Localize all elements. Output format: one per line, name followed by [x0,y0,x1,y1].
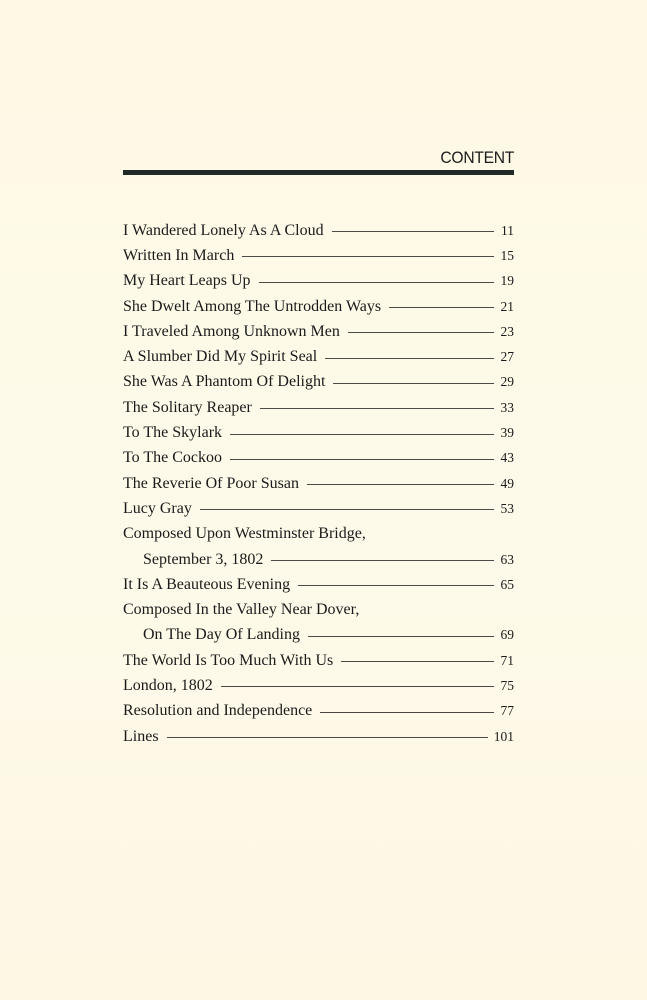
toc-leader-line [325,358,494,359]
toc-entry [123,623,514,648]
toc-page-number: 77 [500,703,514,719]
toc-entry [123,724,514,749]
toc-leader-line [332,231,494,232]
toc-leader-line [230,434,494,435]
toc-entry-title: She Dwelt Among The Untrodden Ways [123,297,382,315]
toc-entry-title: Composed In the Valley Near Dover, [123,601,360,619]
toc-entry [123,597,514,622]
toc-entry-title: Lines [123,727,159,745]
toc-page-number: 69 [500,627,514,643]
toc-entry [123,572,514,597]
toc-entry [123,522,514,547]
toc-entry [123,294,514,319]
toc-entry [123,319,514,344]
toc-entry-title: My Heart Leaps Up [123,272,251,290]
toc-page-number: 65 [500,576,514,592]
toc-page-number: 19 [500,273,514,289]
toc-entry [123,269,514,294]
toc-leader-line [348,332,494,333]
toc-leader-line [333,383,494,384]
heading-rule [123,170,514,175]
toc-entry [123,496,514,521]
toc-leader-line [389,307,494,308]
toc-leader-line [259,282,494,283]
toc-page-number: 101 [493,728,514,744]
toc-leader-line [167,737,488,738]
toc-leader-line [320,712,494,713]
toc-entry-title: On The Day Of Landing [143,626,300,644]
toc-leader-line [308,636,494,637]
toc-entry [123,673,514,698]
toc-entry-title: Composed Upon Westminster Bridge, [123,525,366,543]
toc-page-number: 27 [500,349,514,365]
toc-page-number: 63 [500,551,514,567]
table-of-contents [123,218,514,749]
toc-entry [123,446,514,471]
toc-entry-title: The Reverie Of Poor Susan [123,474,299,492]
toc-page-number: 71 [500,652,514,668]
toc-entry-title: To The Skylark [123,424,223,442]
toc-leader-line [271,560,494,561]
toc-leader-line [221,686,494,687]
toc-page-number: 15 [500,247,514,263]
toc-entry [123,471,514,496]
toc-leader-line [298,585,494,586]
toc-page-number: 11 [501,222,514,238]
toc-page-number: 75 [500,677,514,693]
toc-leader-line [260,408,494,409]
contents-heading: CONTENT [440,148,514,167]
toc-entry-title: A Slumber Did My Spirit Seal [123,348,318,366]
toc-leader-line [341,661,494,662]
toc-entry-title: The Solitary Reaper [123,398,252,416]
toc-page-number: 39 [500,425,514,441]
toc-entry [123,699,514,724]
toc-entry [123,420,514,445]
toc-leader-line [200,509,494,510]
toc-page-number: 49 [500,475,514,491]
toc-entry [123,218,514,243]
toc-leader-line [242,256,494,257]
toc-entry-title: September 3, 1802 [143,550,264,568]
toc-entry-title: I Traveled Among Unknown Men [123,322,340,340]
toc-entry-title: Lucy Gray [123,499,192,517]
toc-entry-title: To The Cockoo [123,449,223,467]
toc-page-number: 23 [500,323,514,339]
toc-entry-title: I Wandered Lonely As A Cloud [123,221,324,239]
toc-entry [123,395,514,420]
toc-page-number: 29 [500,374,514,390]
toc-entry-title: It Is A Beauteous Evening [123,575,291,593]
toc-entry-title: Resolution and Independence [123,702,313,720]
toc-page-number: 53 [500,500,514,516]
toc-leader-line [230,459,494,460]
toc-entry [123,370,514,395]
toc-entry-title: Written In March [123,246,235,264]
toc-entry [123,648,514,673]
toc-page-number: 21 [500,298,514,314]
toc-entry-title: She Was A Phantom Of Delight [123,373,326,391]
toc-leader-line [307,484,494,485]
toc-page-number: 33 [500,399,514,415]
toc-entry [123,243,514,268]
toc-entry [123,547,514,572]
toc-entry-title: The World Is Too Much With Us [123,651,334,669]
toc-entry-title: London, 1802 [123,676,213,694]
toc-entry [123,344,514,369]
toc-page-number: 43 [500,450,514,466]
